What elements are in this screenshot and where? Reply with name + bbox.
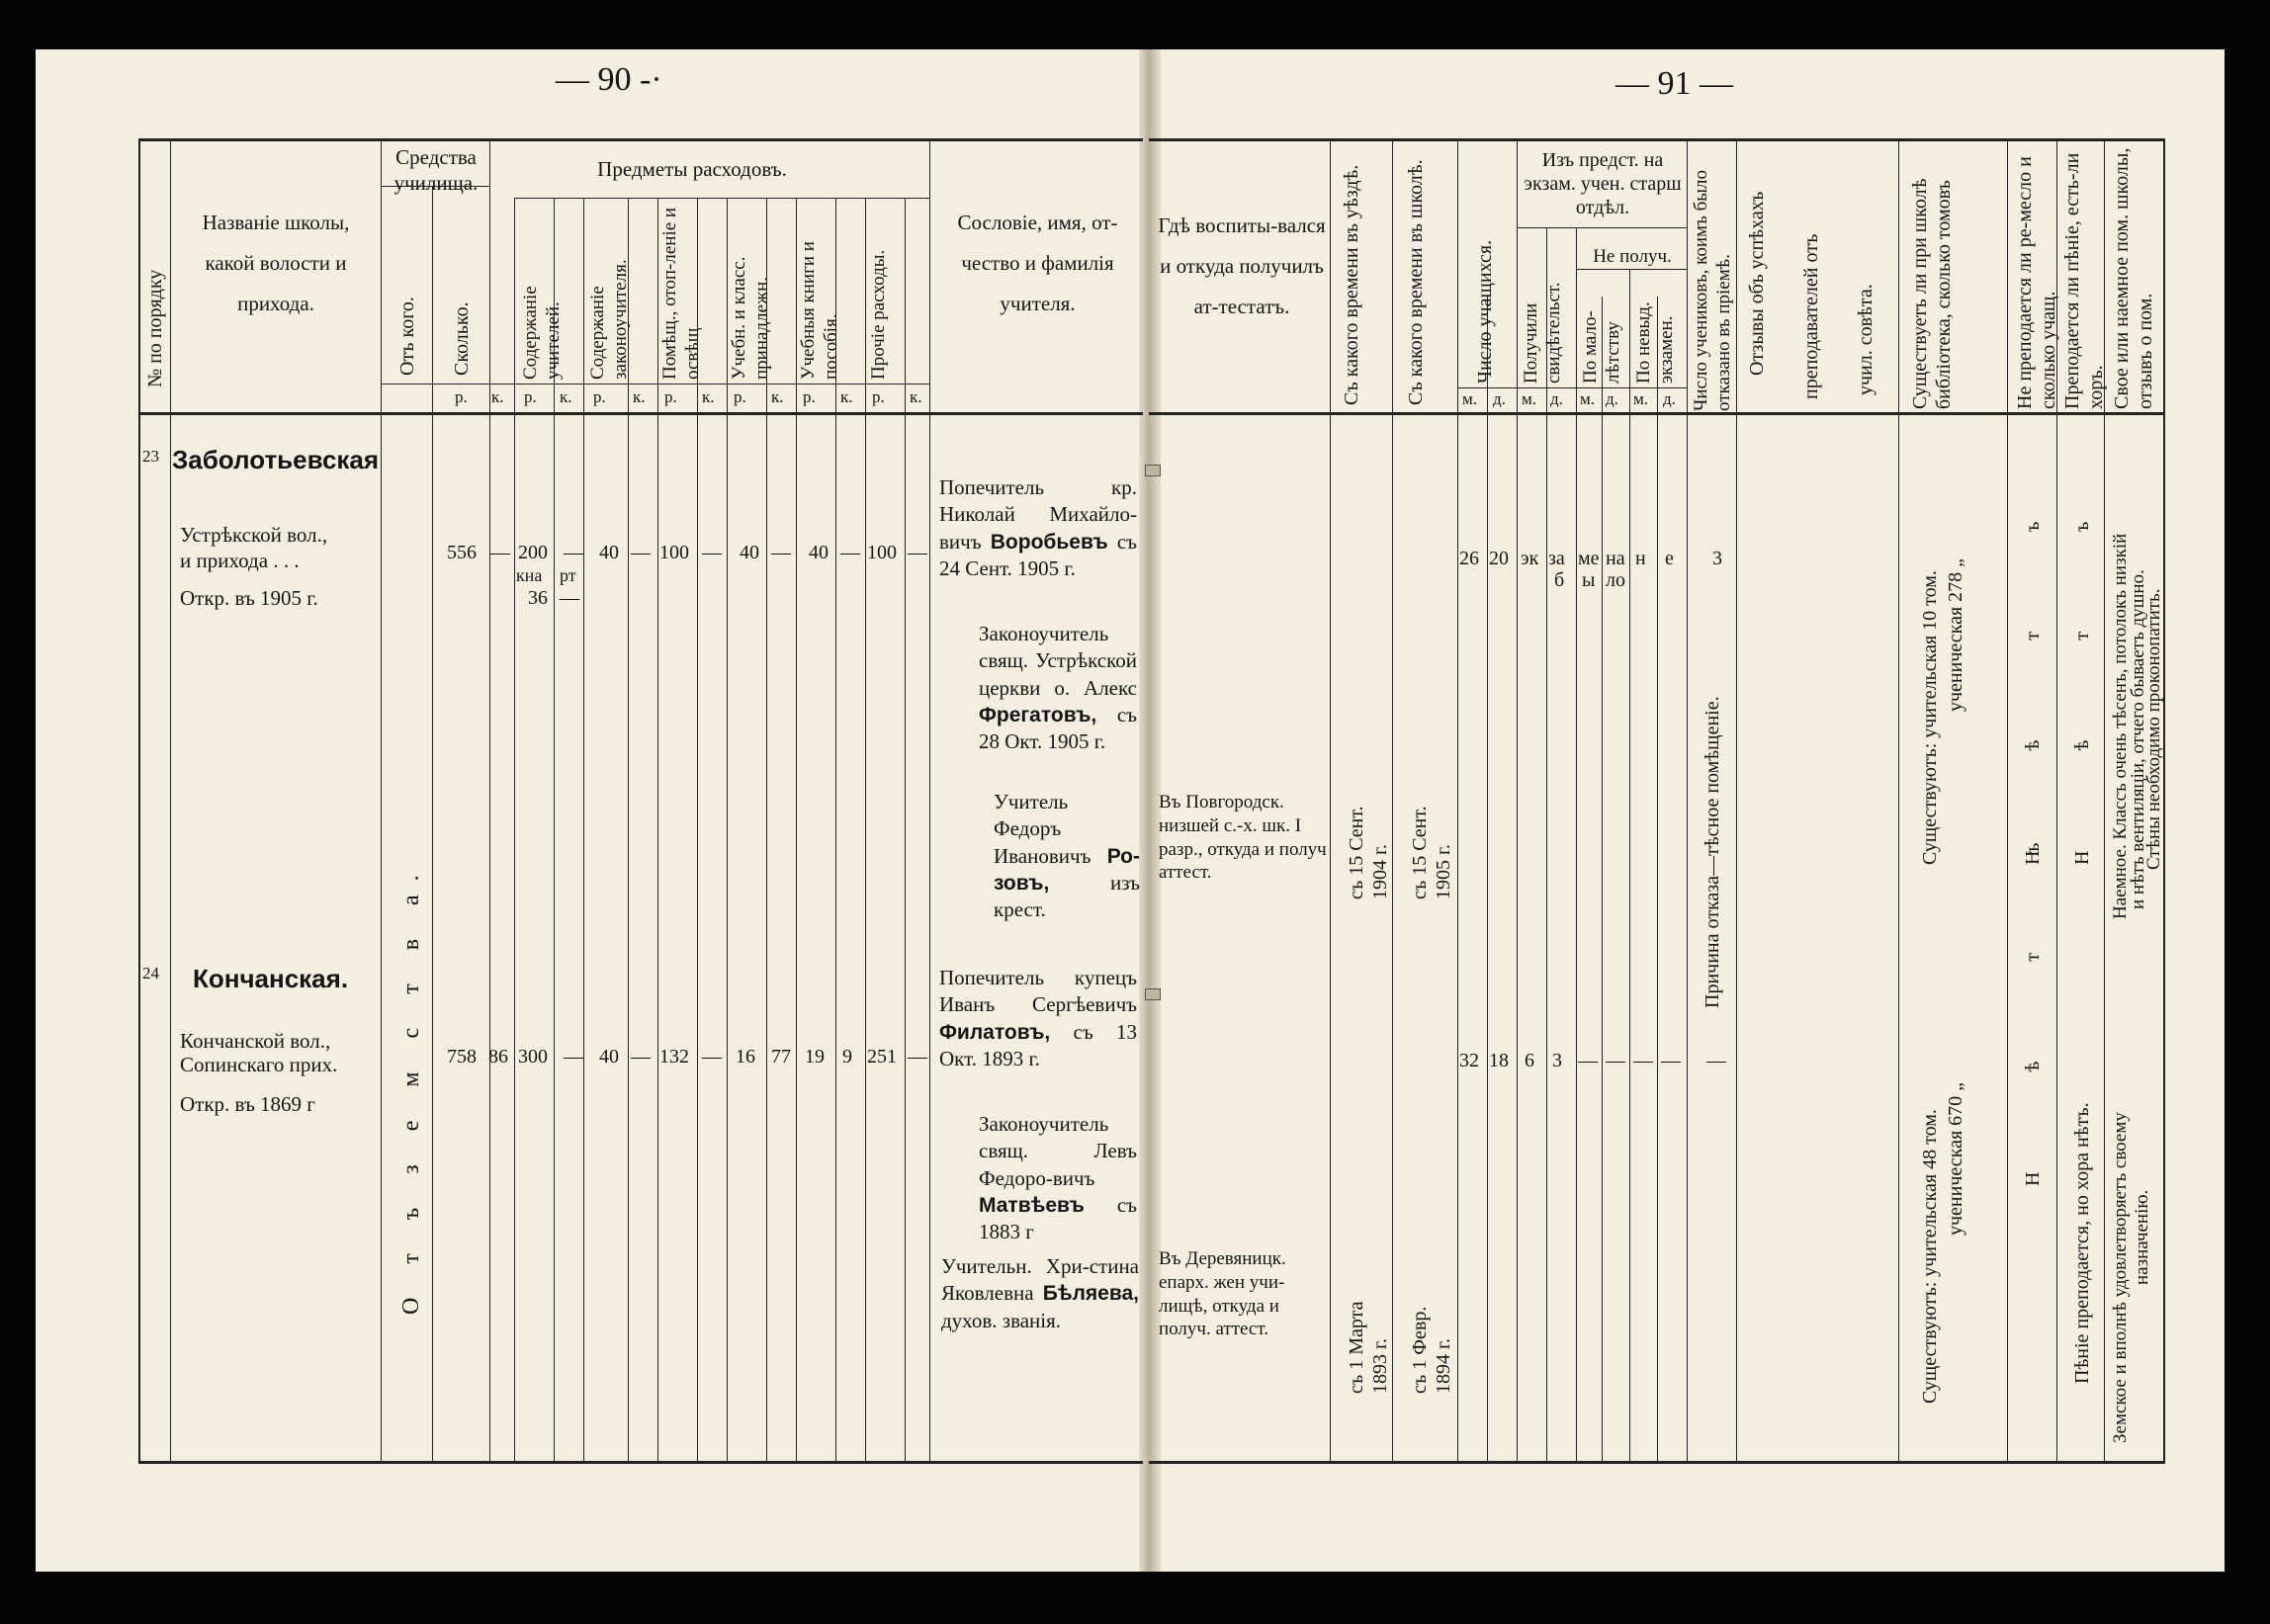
exp-books-kop: 9 bbox=[842, 1046, 852, 1068]
expenses-rule bbox=[514, 198, 929, 199]
exp-class-kop: 77 bbox=[771, 1046, 791, 1068]
col-rule bbox=[1629, 269, 1630, 1463]
unit-r: р. bbox=[734, 387, 746, 406]
header-singing: Преподается ли пѣніе, есть-ли хоръ. bbox=[2061, 152, 2107, 409]
unit-k: к. bbox=[633, 387, 646, 406]
exam-line2: б bbox=[1554, 569, 1565, 591]
exp-other: 100 bbox=[867, 542, 897, 563]
building: назначенію. bbox=[2132, 1189, 2152, 1285]
girls: 18 bbox=[1489, 1050, 1509, 1071]
header-teacher: Сословіе, имя, от-чество и фамилія учителя. bbox=[957, 211, 1118, 315]
exp-teachers-kop: — bbox=[564, 542, 583, 563]
exp-room: 100 bbox=[659, 542, 689, 563]
since-uezd: съ 1 Марта 1893 г. bbox=[1346, 1301, 1391, 1394]
col-rule bbox=[1330, 138, 1331, 1463]
header-refused: Число учениковъ, коимъ было отказано въ пріемѣ. bbox=[1691, 169, 1734, 411]
sub-m: м. bbox=[1462, 389, 1478, 408]
col-rule bbox=[1736, 138, 1737, 1463]
col-rule bbox=[1576, 227, 1577, 1463]
page-number-left: — 90 -· bbox=[556, 61, 662, 98]
exam-line2: ы bbox=[1582, 569, 1596, 591]
since-uezd: съ 15 Сент. 1904 г. bbox=[1346, 806, 1391, 899]
exp-teachers-kop: — bbox=[564, 1046, 583, 1068]
exp-books-kop: — bbox=[840, 542, 860, 563]
header-reviews: учил. совѣта. bbox=[1855, 284, 1877, 395]
header-funds-amount: Сколько. bbox=[451, 301, 473, 376]
col-rule bbox=[1687, 138, 1688, 1463]
col-rule bbox=[697, 198, 698, 1463]
unit-k: к. bbox=[840, 387, 853, 406]
library: ученическая 278 „ bbox=[1945, 557, 1966, 712]
exp-law-kop: — bbox=[631, 1046, 651, 1068]
exam-d: 3 bbox=[1552, 1050, 1562, 1071]
header-since-uezd: Съ какого времени въ уѣздѣ. bbox=[1341, 164, 1362, 405]
school-opened: Откр. въ 1869 г bbox=[180, 1092, 315, 1116]
funds-amount: 556 bbox=[447, 542, 477, 563]
col-rule bbox=[138, 138, 140, 1463]
col-rule bbox=[554, 198, 555, 1463]
library: Существуютъ: учительская 10 том. bbox=[1919, 570, 1941, 865]
not-m: ме bbox=[1578, 548, 1600, 569]
building: Наемное. Классъ очень тѣсенъ, потолокъ низкій bbox=[2110, 533, 2131, 919]
girls: 20 bbox=[1489, 548, 1509, 569]
school-parish: Устрѣкской вол., bbox=[180, 523, 328, 547]
unit-r: р. bbox=[593, 387, 606, 406]
exp-teachers: 300 bbox=[518, 1046, 548, 1068]
col-rule bbox=[381, 138, 382, 1463]
header-expenses: Предметы расходовъ. bbox=[597, 157, 787, 181]
header-not-got: Не получ. bbox=[1593, 246, 1672, 267]
col-rule bbox=[727, 198, 728, 1463]
school-parish: Кончанской вол., bbox=[180, 1029, 331, 1053]
not-d: — bbox=[1606, 1050, 1625, 1071]
exp-room-kop: — bbox=[702, 542, 722, 563]
refused-count: 3 bbox=[1712, 548, 1722, 569]
header-education: Гдѣ воспиты-вался и откуда получилъ ат-тестатъ. bbox=[1158, 214, 1326, 318]
header-exp-teachers: Содержаніе учителей. bbox=[520, 286, 564, 380]
building: Стѣны необходимо проконопатить. bbox=[2143, 588, 2164, 870]
header-funds-from: Отъ кого. bbox=[396, 297, 418, 376]
education: Въ Деревяницк. епарх. жен учи-лищѣ, откуда и получ. аттест. bbox=[1159, 1248, 1286, 1340]
unit-r: р. bbox=[524, 387, 537, 406]
col-rule bbox=[514, 198, 515, 1463]
fail-m: н bbox=[1635, 548, 1646, 569]
education: Въ Повгородск. низшей с.-х. шк. I разр., откуда и получ аттест. bbox=[1159, 792, 1327, 884]
exp-class: 16 bbox=[736, 1046, 755, 1068]
boys: 26 bbox=[1459, 548, 1479, 569]
exp-teachers: 200 bbox=[518, 542, 548, 563]
table-top-rule bbox=[138, 138, 1143, 141]
header-exp-books: Учебныя книги и пособія. bbox=[798, 241, 841, 380]
exp-books: 40 bbox=[809, 542, 829, 563]
library: Существуютъ: учительская 48 том. bbox=[1919, 1109, 1941, 1404]
school-name: Заболотьевская bbox=[172, 445, 380, 474]
header-number: № по порядку bbox=[144, 269, 166, 387]
exp-other-kop: — bbox=[908, 542, 927, 563]
school-name: Кончанская. bbox=[193, 964, 349, 993]
exp-books: 19 bbox=[805, 1046, 825, 1068]
exp-law: 40 bbox=[599, 1046, 619, 1068]
sub-d: д. bbox=[1550, 389, 1563, 408]
header-since-school: Съ какого времени въ школѣ. bbox=[1405, 159, 1427, 405]
header-exp-other: Прочіе расходы. bbox=[868, 249, 889, 380]
col-rule bbox=[489, 138, 490, 1463]
header-young: По мало-лѣтству bbox=[1580, 310, 1623, 384]
exam-m: 6 bbox=[1525, 1050, 1534, 1071]
law-teacher: Законоучитель свящ. Левъ Федоро-вичъ Матвѣевъ съ 1883 г bbox=[979, 1112, 1137, 1244]
header-failed: По невыд. экзамен. bbox=[1633, 301, 1677, 384]
col-rule bbox=[657, 198, 658, 1463]
exp-law-kop: — bbox=[631, 542, 651, 563]
law-teacher: Законоучитель свящ. Устрѣкской церкви о. Алекс Фрегатовъ, съ 28 Окт. 1905 г. bbox=[979, 622, 1137, 754]
funds-amount: 758 bbox=[447, 1046, 477, 1068]
unit-k: к. bbox=[910, 387, 922, 406]
sub-d: д. bbox=[1493, 389, 1506, 408]
header-exam: Изъ предст. на экзам. учен. старш отдѣл. bbox=[1524, 149, 1682, 218]
header-building: Свое или наемное пом. школы, отзывъ о пом. bbox=[2111, 147, 2156, 409]
unit-r: р. bbox=[664, 387, 677, 406]
refused-count: — bbox=[1706, 1050, 1726, 1071]
col-rule bbox=[929, 138, 930, 1463]
exam-d: за bbox=[1548, 548, 1565, 569]
col-rule bbox=[1517, 138, 1518, 1463]
header-reviews: Отзывы объ успѣхахъ bbox=[1746, 191, 1768, 376]
exp-room: 132 bbox=[659, 1046, 689, 1068]
col-rule bbox=[583, 198, 584, 1463]
sub-m: м. bbox=[1633, 389, 1649, 408]
header-funds: Средства училища. bbox=[393, 145, 479, 196]
col-rule bbox=[905, 198, 906, 1463]
fail-d: е bbox=[1665, 548, 1674, 569]
md-rule bbox=[1457, 387, 1687, 388]
unit-r: р. bbox=[872, 387, 885, 406]
col-rule bbox=[170, 138, 171, 1463]
col-rule bbox=[1657, 297, 1658, 1463]
exam-m: эк bbox=[1521, 548, 1539, 569]
not-m: — bbox=[1578, 1050, 1598, 1071]
header-got-certificate: Получили свидѣтельст. bbox=[1521, 282, 1564, 384]
col-rule bbox=[2007, 138, 2008, 1463]
header-reviews: преподавателей отъ bbox=[1800, 233, 1822, 399]
sub-d: д. bbox=[1663, 389, 1676, 408]
header-school-name: Названіе школы, какой волости и прихода. bbox=[202, 211, 350, 315]
header-students: Число учащихся. bbox=[1474, 239, 1496, 384]
unit-r: р. bbox=[803, 387, 816, 406]
funds-source-zemstvo: О т ъ з е м с т в а. bbox=[398, 861, 424, 1315]
exp-teachers-extra: — bbox=[560, 587, 579, 609]
sub-m: м. bbox=[1522, 389, 1537, 408]
exam-rule bbox=[1517, 227, 1687, 228]
col-rule bbox=[1546, 227, 1547, 1463]
funds-kop: — bbox=[490, 542, 510, 563]
boys: 32 bbox=[1459, 1050, 1479, 1071]
header-exp-class: Учебн. и класс. принадлежн. bbox=[729, 256, 772, 380]
header-exp-law: Содержаніе законоучителя. bbox=[587, 259, 631, 380]
trustee: Попечитель купецъ Иванъ Сергѣевичъ Филатовъ, съ 13 Окт. 1893 г. bbox=[939, 966, 1137, 1070]
page-number-right: — 91 — bbox=[1615, 65, 1733, 102]
unit-k: к. bbox=[702, 387, 715, 406]
col-rule bbox=[1392, 138, 1393, 1463]
exp-teachers-extra: 36 bbox=[528, 587, 548, 609]
col-rule bbox=[835, 198, 836, 1463]
since-school: съ 1 Февр. 1894 г. bbox=[1409, 1306, 1454, 1394]
exam-line2: ло bbox=[1606, 569, 1625, 591]
col-rule bbox=[796, 198, 797, 1463]
exp-teachers-extra: кна bbox=[516, 565, 543, 585]
col-rule bbox=[766, 198, 767, 1463]
sub-d: д. bbox=[1606, 389, 1618, 408]
unit-r: р. bbox=[455, 387, 468, 406]
exp-other-kop: — bbox=[908, 1046, 927, 1068]
table-bottom-rule bbox=[138, 1461, 1143, 1464]
fail-d: — bbox=[1661, 1050, 1681, 1071]
row-number: 24 bbox=[142, 964, 159, 983]
exp-class-kop: — bbox=[771, 542, 791, 563]
crafts: Н ѣ т ъ bbox=[2022, 795, 2044, 1186]
header-bottom-rule bbox=[138, 412, 1143, 415]
col-rule bbox=[1602, 297, 1603, 1463]
singing: Н ѣ т ъ bbox=[2071, 473, 2093, 865]
exp-law: 40 bbox=[599, 542, 619, 563]
unit-rule bbox=[381, 384, 929, 385]
notgot-rule bbox=[1576, 269, 1687, 270]
exp-class: 40 bbox=[740, 542, 759, 563]
refusal-reason: Причина отказа—тѣсное помѣщеніе. bbox=[1702, 696, 1723, 1008]
not-d: на bbox=[1606, 548, 1625, 569]
library: ученическая 670 „ bbox=[1945, 1081, 1966, 1236]
header-exp-room: Помѣщ., отоп-леніе и освѣщ bbox=[659, 207, 703, 380]
unit-k: к. bbox=[491, 387, 504, 406]
header-library: Существуетъ ли при школѣ библіотека, сколько томовъ bbox=[1909, 178, 1955, 409]
col-rule bbox=[628, 198, 629, 1463]
school-opened: Откр. въ 1905 г. bbox=[180, 586, 318, 610]
row-number: 23 bbox=[142, 447, 159, 466]
col-rule bbox=[1898, 138, 1899, 1463]
crafts: Н ѣ т ъ bbox=[2022, 473, 2044, 865]
school-parish: Сопинскаго прих. bbox=[180, 1053, 338, 1076]
unit-k: к. bbox=[560, 387, 572, 406]
building: Земское и вполнѣ удовлетворяетъ своему bbox=[2110, 1112, 2131, 1443]
col-rule bbox=[1487, 297, 1488, 1463]
teacher: Учитель Федоръ Ивановичъ Ро-зовъ, изъ крест. bbox=[994, 790, 1140, 922]
sub-m: м. bbox=[1580, 389, 1596, 408]
exp-other: 251 bbox=[867, 1046, 897, 1068]
header-crafts: Не преподается ли ре-месло и сколько учащ. bbox=[2014, 156, 2059, 409]
exp-room-kop: — bbox=[702, 1046, 722, 1068]
binding-staple bbox=[1145, 988, 1161, 1000]
singing: Пѣніе преподается, но хора нѣтъ. bbox=[2071, 1102, 2093, 1384]
exp-teachers-extra: рт bbox=[560, 565, 576, 585]
trustee: Попечитель кр. Николай Михайло-вичъ Воробьевъ съ 24 Сент. 1905 г. bbox=[939, 475, 1138, 580]
funds-kop: 86 bbox=[488, 1046, 508, 1068]
fail-m: — bbox=[1633, 1050, 1653, 1071]
col-rule bbox=[1457, 138, 1458, 1463]
school-parish: и прихода . . . bbox=[180, 549, 300, 572]
binding-staple bbox=[1145, 465, 1161, 476]
col-rule bbox=[865, 198, 866, 1463]
unit-k: к. bbox=[771, 387, 784, 406]
teacher: Учительн. Хри-стина Яковлевна Бѣляева, духов. званія. bbox=[941, 1254, 1139, 1332]
col-rule bbox=[432, 186, 433, 1461]
since-school: съ 15 Сент. 1905 г. bbox=[1409, 806, 1454, 899]
building: и нѣтъ вентиляціи, отчего бываетъ душно. bbox=[2128, 569, 2148, 909]
